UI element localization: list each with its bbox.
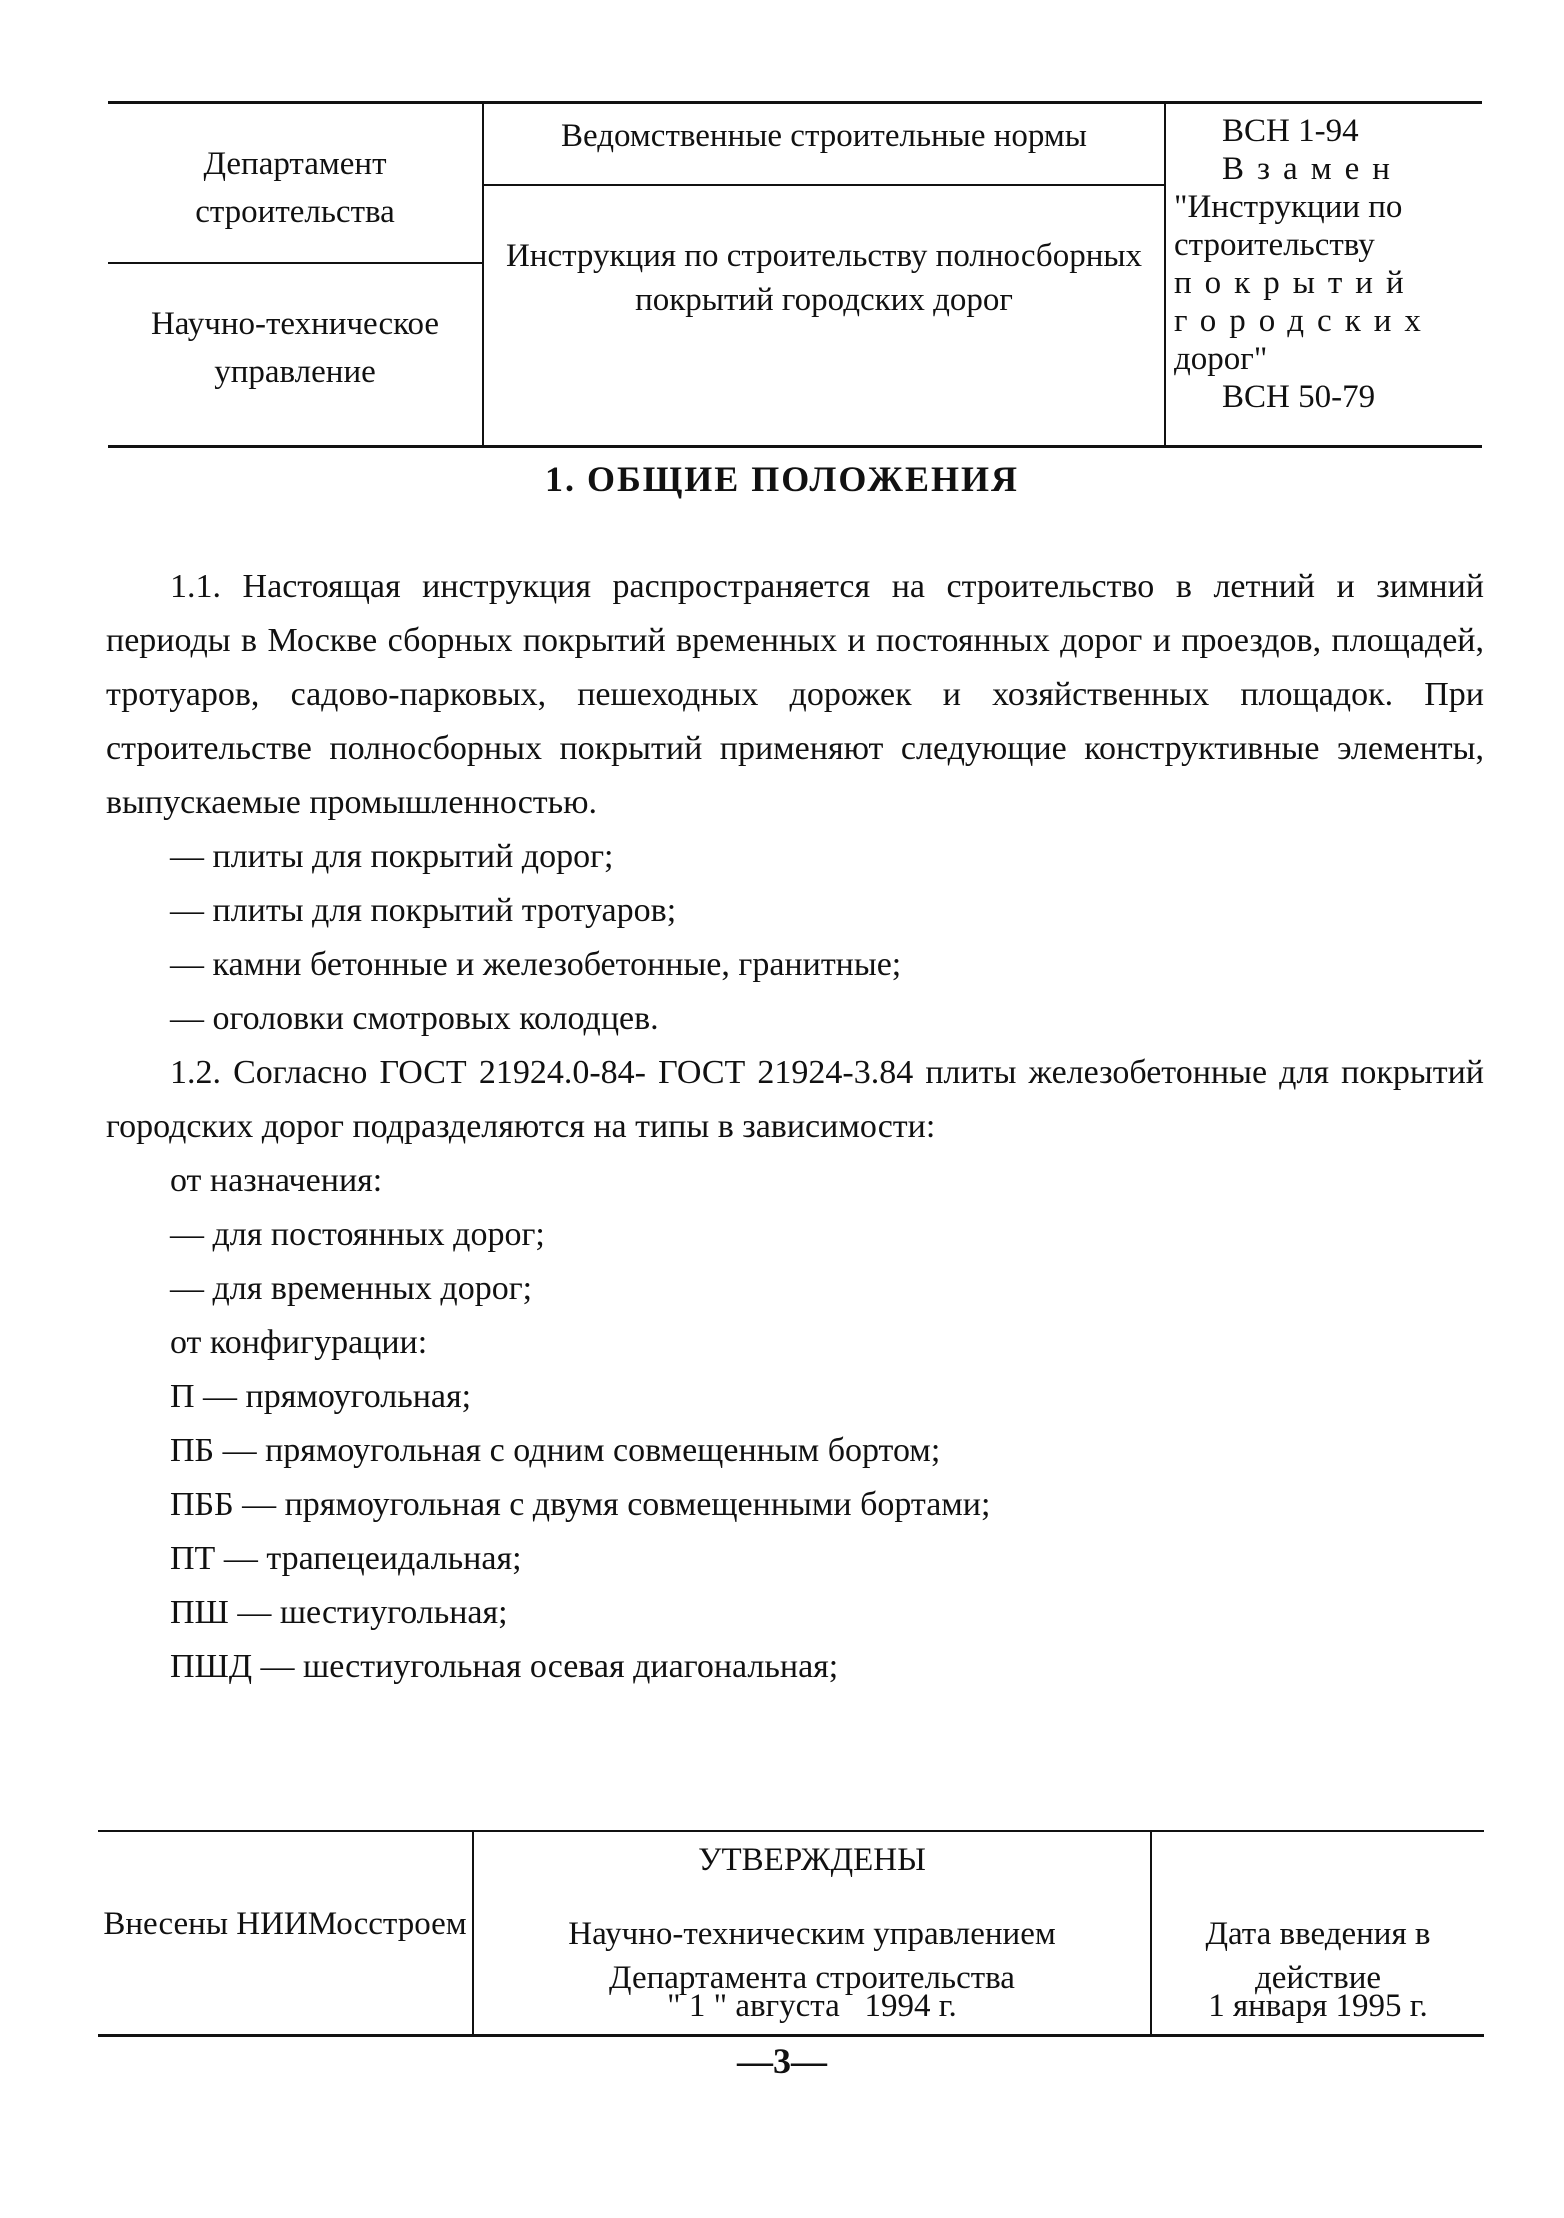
- paragraph-1-2: 1.2. Согласно ГОСТ 21924.0-84- ГОСТ 21924-3.84 плиты железобетонные для покрытий городских дорог подразделяются на типы в зависимости:: [106, 1054, 1484, 1145]
- list-item: — плиты для покрытий тротуаров;: [170, 892, 677, 929]
- header-replaces-line: "Инструкции по: [1174, 189, 1403, 225]
- footer-submitted-by: Внесены НИИМосстроем: [103, 1906, 467, 1942]
- footer-approved-heading: УТВЕРЖДЕНЫ: [698, 1842, 926, 1878]
- list-item: от конфигурации:: [170, 1324, 428, 1361]
- list-item: ПТ — трапецеидальная;: [170, 1540, 522, 1577]
- header-norms-type: Ведомственные строительные нормы: [561, 118, 1087, 154]
- list-item: от назначения:: [170, 1162, 383, 1199]
- header-replaces-line: строительству: [1174, 227, 1375, 263]
- list-item: ПББ — прямоугольная с двумя совмещенными бортами;: [170, 1486, 991, 1523]
- header-divider-2: [1164, 104, 1166, 445]
- list-item: П — прямоугольная;: [170, 1378, 472, 1415]
- header-replaces-line: дорог": [1174, 341, 1268, 377]
- body-text: [106, 560, 1484, 1694]
- list-item: — плиты для покрытий дорог;: [170, 838, 614, 875]
- header-replaces-line: городских: [1174, 303, 1434, 339]
- list-item: — для временных дорог;: [170, 1270, 533, 1307]
- header-replaced-code: ВСН 50-79: [1222, 379, 1376, 415]
- header-left-separator: [108, 262, 482, 264]
- footer-approved-by: Научно-техническим управлением Департамента строительства: [568, 1916, 1056, 1996]
- list-item: — для постоянных дорог;: [170, 1216, 545, 1253]
- footer-effective-date: 1 января 1995 г.: [1208, 1988, 1428, 2024]
- header-document-title: Инструкция по строительству полносборных покрытий городских дорог: [505, 238, 1143, 318]
- paragraph-1-1: 1.1. Настоящая инструкция распространяется на строительство в летний и зимний периоды в Москве сборных покрытий временных и постоянных дорог и проездов, площадей, тротуаров, садово-парковых, пешеходных дорожек и хозяйственных площадок. При строительстве полносборных покрытий применяют следующие конструктивные элементы, выпускаемые промышленностью.: [106, 568, 1484, 821]
- section-title: 1. ОБЩИЕ ПОЛОЖЕНИЯ: [544, 459, 1020, 499]
- page-number: —3—: [737, 2041, 827, 2081]
- list-item: ПШД — шестиугольная осевая диагональная;: [170, 1648, 839, 1685]
- header-replaces-line: покрытий: [1174, 265, 1417, 301]
- list-item: — камни бетонные и железобетонные, гранитные;: [170, 946, 902, 983]
- header-department: Департамент строительства: [195, 146, 395, 230]
- header-code: ВСН 1-94: [1222, 113, 1359, 149]
- list-item: ПБ — прямоугольная с одним совмещенным бортом;: [170, 1432, 941, 1469]
- footer-effective-label: Дата введения в действие: [1205, 1916, 1431, 1996]
- header-middle-separator: [484, 184, 1164, 186]
- header-table: [108, 101, 1482, 448]
- header-code-block: [1174, 112, 1474, 416]
- header-replaces-label: Взамен: [1222, 151, 1403, 187]
- footer-approval-date: " 1 " августа 1994 г.: [667, 1988, 957, 2024]
- footer-table: [98, 1830, 1484, 2037]
- header-scientific-directorate: Научно-техническое управление: [150, 306, 440, 390]
- list-item: ПШ — шестиугольная;: [170, 1594, 508, 1631]
- list-item: — оголовки смотровых колодцев.: [170, 1000, 659, 1037]
